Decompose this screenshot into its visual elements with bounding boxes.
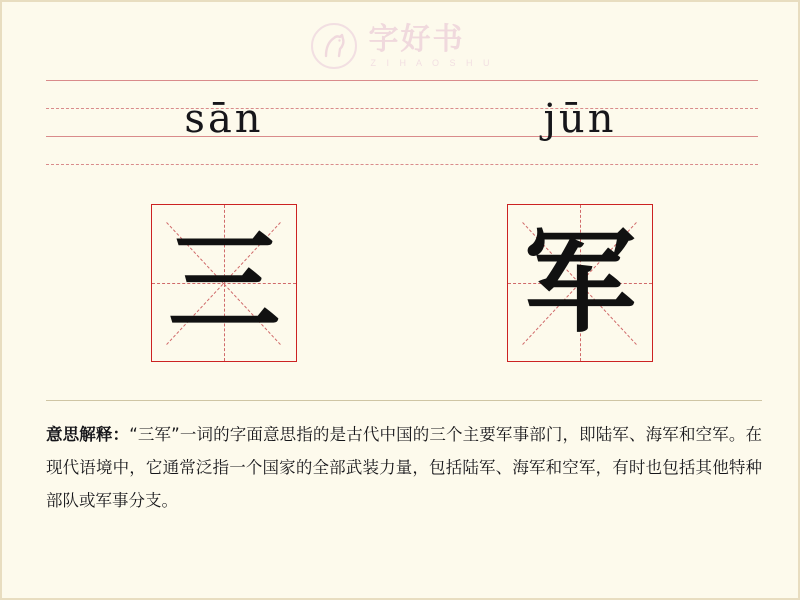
staff-line-bottom-dashed [46, 164, 758, 165]
pinyin-text: sān [184, 96, 264, 142]
pinyin-cell-1 [46, 80, 402, 164]
horse-seal-icon [310, 22, 358, 70]
pinyin-row [46, 80, 758, 164]
character-cell-1 [46, 204, 402, 366]
explanation-divider [46, 400, 762, 401]
character-cell-2 [402, 204, 758, 366]
brand-subtitle: Z I H A O S H U [370, 57, 494, 68]
explanation-section [46, 400, 762, 533]
pinyin-cell-2 [402, 80, 758, 164]
character-glyph: 三 [168, 218, 280, 348]
character-glyph: 军 [524, 218, 636, 348]
explanation-label: 意思解释： [46, 424, 130, 444]
brand-title: 字好书 [368, 21, 465, 57]
explanation-paragraph [46, 418, 762, 517]
explanation-text: “三军”一词的字面意思指的是古代中国的三个主要军事部门，即陆军、海军和空军。在现代语境中，它通常泛指一个国家的全部武装力量，包括陆军、海军和空军，有时也包括其他特种部队或军事分支。 [46, 424, 762, 510]
mi-grid-box [151, 204, 297, 362]
character-row [46, 204, 758, 366]
brand-logo [2, 16, 800, 76]
pinyin-text: jūn [543, 96, 617, 142]
brand-text [368, 21, 494, 68]
mi-grid-box [507, 204, 653, 362]
